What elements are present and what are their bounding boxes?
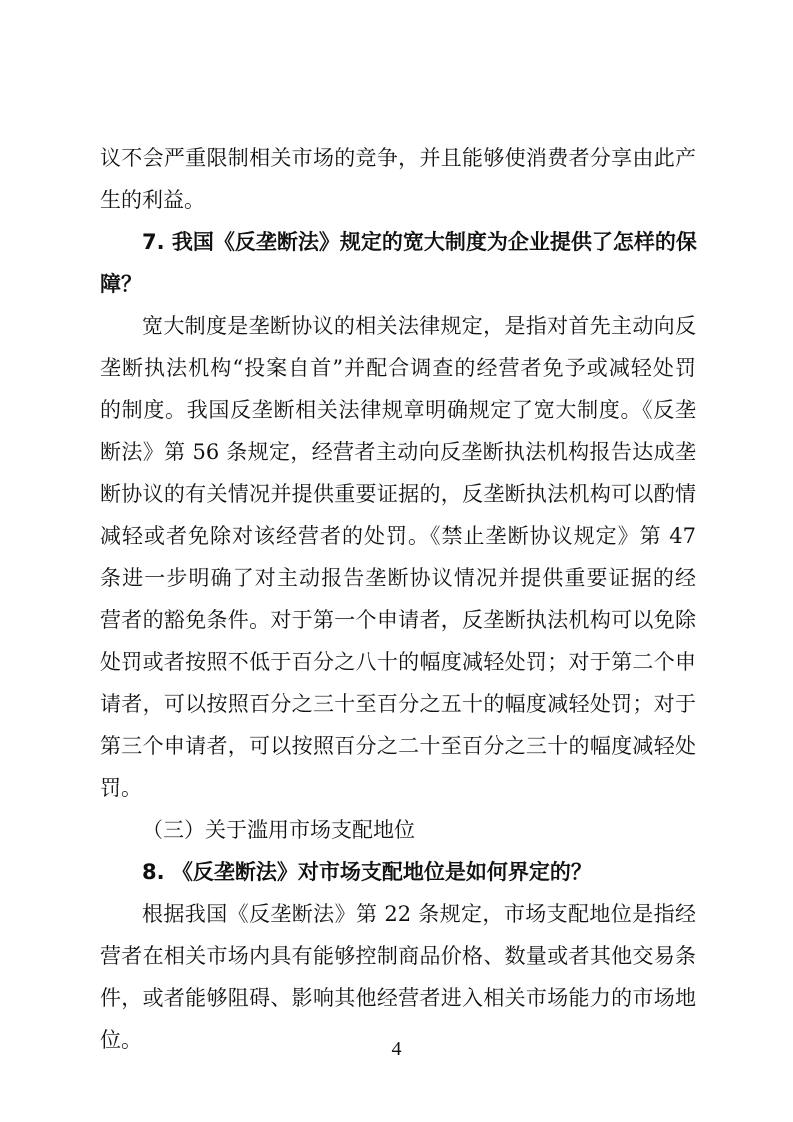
paragraph-line: 营者在相关市场内具有能够控制商品价格、数量或者其他交易条 <box>100 944 696 968</box>
paragraph-line: 议不会严重限制相关市场的竞争，并且能够使消费者分享由此产 <box>100 146 696 170</box>
paragraph-line: 断协议的有关情况并提供重要证据的，反垄断执法机构可以酌情 <box>100 482 696 506</box>
paragraph-line: 第三个申请者，可以按照百分之二十至百分之三十的幅度减轻处 <box>100 734 696 758</box>
paragraph-line: 减轻或者免除对该经营者的处罚。《禁止垄断协议规定》第 47 <box>100 524 696 548</box>
page-body <box>100 137 696 1061</box>
question-heading-line: 障？ <box>100 272 142 296</box>
paragraph-line: 宽大制度是垄断协议的相关法律规定，是指对首先主动向反 <box>142 314 696 338</box>
paragraph-line: 垄断执法机构“投案自首”并配合调查的经营者免予或减轻处罚 <box>100 356 696 380</box>
paragraph-line: 处罚或者按照不低于百分之八十的幅度减轻处罚；对于第二个申 <box>100 650 696 674</box>
paragraph-line: 罚。 <box>100 776 142 800</box>
question-heading-line: 7. 我国《反垄断法》规定的宽大制度为企业提供了怎样的保 <box>142 230 697 254</box>
paragraph-line: 营者的豁免条件。对于第一个申请者，反垄断执法机构可以免除 <box>100 608 696 632</box>
paragraph-line: 的制度。我国反垄断相关法律规章明确规定了宽大制度。《反垄 <box>100 398 696 422</box>
paragraph-line: 件，或者能够阻碍、影响其他经营者进入相关市场能力的市场地 <box>100 986 696 1010</box>
section-heading: （三）关于滥用市场支配地位 <box>142 818 415 842</box>
paragraph-line: 根据我国《反垄断法》第 22 条规定，市场支配地位是指经 <box>142 902 696 926</box>
paragraph-line: 位。 <box>100 1028 142 1052</box>
question-heading-line: 8. 《反垄断法》对市场支配地位是如何界定的？ <box>142 860 592 884</box>
paragraph-line: 生的利益。 <box>100 188 205 212</box>
paragraph-line: 请者，可以按照百分之三十至百分之五十的幅度减轻处罚；对于 <box>100 692 696 716</box>
paragraph-line: 断法》第 56 条规定，经营者主动向反垄断执法机构报告达成垄 <box>100 440 696 464</box>
page-number: 4 <box>391 1038 402 1060</box>
paragraph-line: 条进一步明确了对主动报告垄断协议情况并提供重要证据的经 <box>100 566 696 590</box>
